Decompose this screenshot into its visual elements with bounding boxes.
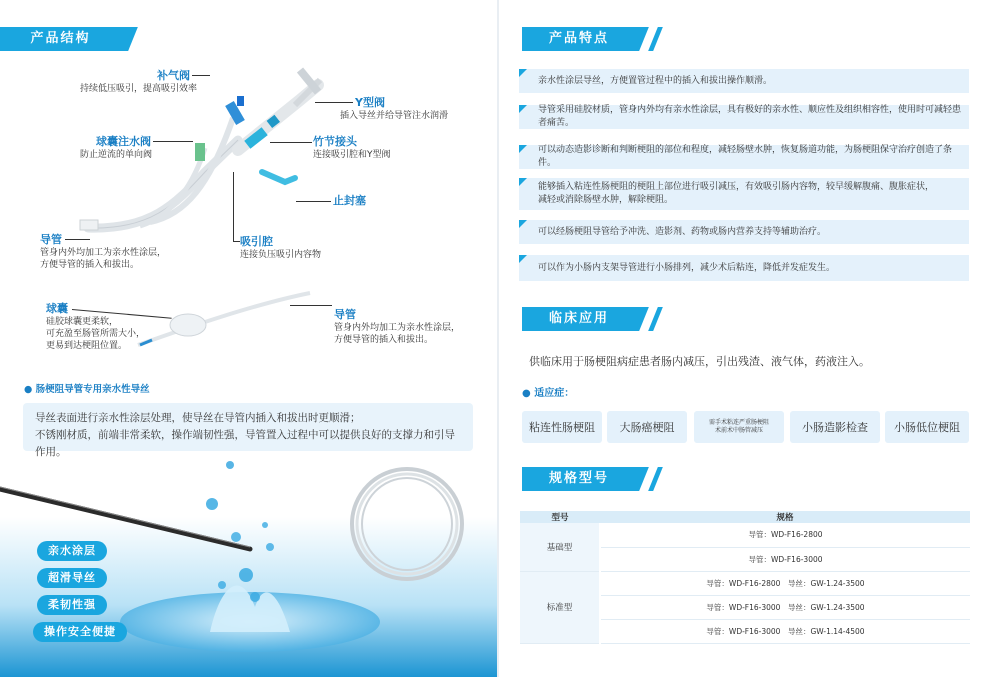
guide-info-box — [23, 403, 473, 458]
right-page — [499, 0, 996, 677]
clinical-text: 供临床用于肠梗阻病症患者肠内减压，引出残渣、液气体，药液注入。 — [529, 355, 870, 368]
label-balloon-valve — [80, 136, 152, 161]
feature-pill: 亲水涂层 — [37, 541, 107, 561]
label-title: 球囊 — [46, 302, 68, 315]
indication-card: 小肠低位梗阻 — [885, 411, 969, 443]
section-title: 产品特点 — [548, 31, 609, 46]
label-desc: 连接负压吸引内容物 — [240, 250, 322, 260]
indication-line: 术前术中肠管减压 — [714, 427, 763, 434]
leader-line — [296, 201, 331, 202]
guide-title: ● 肠梗阻导管专用亲水性导丝 — [24, 384, 150, 395]
spec-row — [520, 523, 970, 547]
feature-item: 可以经肠梗阻导管给予冲洗、造影剂、药物或肠内营养支持等辅助治疗。 — [519, 220, 969, 244]
spec-table — [520, 511, 970, 644]
leader-line — [270, 142, 312, 143]
label-suction-lumen — [240, 236, 321, 261]
spec-header-model: 型号 — [520, 511, 600, 523]
spec-value-cell: 导管：WD-F16-2800 导丝：GW-1.24-3500 — [600, 571, 970, 595]
leader-line — [290, 305, 332, 306]
section-title: 规格型号 — [548, 471, 609, 486]
leader-line — [233, 241, 240, 242]
section-header-clinical — [522, 307, 652, 331]
label-stopper — [333, 195, 366, 208]
section-title: 临床应用 — [548, 311, 609, 326]
leader-line — [192, 75, 210, 76]
label-title: 止封塞 — [333, 194, 366, 207]
feature-item: 可以作为小肠内支架导管进行小肠排列，减少术后粘连，降低并发症发生。 — [519, 255, 969, 281]
leader-line — [315, 102, 353, 103]
label-title: 导管 — [334, 308, 356, 321]
feature-item-line: 减轻或消除肠壁水肿，解除梗阻。 — [538, 195, 674, 205]
label-catheter-bottom — [334, 309, 460, 346]
indication-card: 粘连性肠梗阻 — [522, 411, 602, 443]
spec-header-row — [520, 511, 970, 523]
indication-card: 大肠癌梗阻 — [607, 411, 687, 443]
section-header-features — [522, 27, 652, 51]
label-desc: 管身内外均加工为亲水性涂层， — [334, 323, 461, 333]
feature-pill: 操作安全便捷 — [33, 622, 127, 642]
guide-text-line1: 导丝表面进行亲水性涂层处理，使导丝在导管内插入和拔出时更顺滑； — [35, 412, 361, 424]
section-header-specs — [522, 467, 652, 491]
indication-card: 小肠造影检查 — [790, 411, 880, 443]
left-page — [0, 0, 497, 677]
leader-line — [65, 239, 90, 240]
spec-value-cell: 导管：WD-F16-3000 导丝：GW-1.14-4500 — [600, 619, 970, 643]
guidewire-water-illustration — [0, 457, 497, 677]
label-desc: 连接吸引腔和Y型阀 — [313, 150, 391, 160]
feature-item: 导管采用硅胶材质，管身内外均有亲水性涂层，具有极好的亲水性、顺应性及组织相容性，使用时可减轻患者痛苦。 — [519, 105, 969, 129]
label-air-valve — [80, 70, 197, 95]
label-desc: 更易到达梗阻位置。 — [46, 341, 128, 351]
label-title: 补气阀 — [157, 69, 190, 82]
guide-text-line2: 不锈刚材质，前端非常柔软，操作端韧性强，导管置入过程中可以提供良好的支撑力和引导作用。 — [35, 429, 455, 458]
label-catheter-top — [40, 234, 166, 271]
label-title: 竹节接头 — [313, 135, 357, 148]
feature-pill: 柔韧性强 — [37, 595, 107, 615]
label-desc: 硅胶球囊更柔软， — [46, 317, 119, 327]
spec-value-cell: 导管：WD-F16-3000 — [600, 547, 970, 571]
spec-header-spec: 规格 — [600, 511, 970, 523]
label-y-valve — [340, 97, 448, 122]
label-title: Y型阀 — [355, 96, 385, 109]
feature-item-line: 能够插入粘连性肠梗阻的梗阻上部位进行吸引减压，有效吸引肠内容物，较早缓解腹痛、腹胀症状， — [538, 182, 935, 192]
label-title: 导管 — [40, 233, 62, 246]
feature-item — [519, 178, 969, 210]
label-bamboo-connector — [313, 136, 391, 161]
spec-model-cell: 标准型 — [520, 571, 600, 643]
label-title: 吸引腔 — [240, 235, 273, 248]
indications-title: ● 适应症： — [522, 388, 575, 399]
spec-value-cell: 导管：WD-F16-3000 导丝：GW-1.24-3500 — [600, 595, 970, 619]
spec-value-cell: 导管：WD-F16-2800 — [600, 523, 970, 547]
label-desc: 可充盈至肠管所需大小， — [46, 329, 146, 339]
feature-item: 亲水性涂层导丝，方便置管过程中的插入和拔出操作顺滑。 — [519, 69, 969, 93]
label-desc: 方便导管的插入和拔出。 — [40, 260, 140, 270]
indication-line: 需手术粘连严重肠梗阻 — [708, 419, 769, 426]
feature-item: 可以动态造影诊断和判断梗阻的部位和程度，减轻肠壁水肿，恢复肠道功能，为肠梗阻保守治疗创造了条件。 — [519, 145, 969, 169]
label-desc: 防止逆流的单向阀 — [80, 150, 153, 160]
leader-line — [153, 141, 193, 142]
label-desc: 管身内外均加工为亲水性涂层， — [40, 248, 167, 258]
label-desc: 方便导管的插入和拔出。 — [334, 335, 434, 345]
indication-card — [694, 411, 784, 443]
feature-pill: 超滑导丝 — [37, 568, 107, 588]
section-title: 产品结构 — [30, 31, 91, 46]
label-desc: 插入导丝并给导管注水润滑 — [340, 111, 449, 121]
label-title: 球囊注水阀 — [96, 135, 151, 148]
spec-row — [520, 571, 970, 595]
spec-model-cell: 基础型 — [520, 523, 600, 571]
label-desc: 持续低压吸引，提高吸引效率 — [80, 84, 198, 94]
leader-line — [233, 172, 234, 241]
